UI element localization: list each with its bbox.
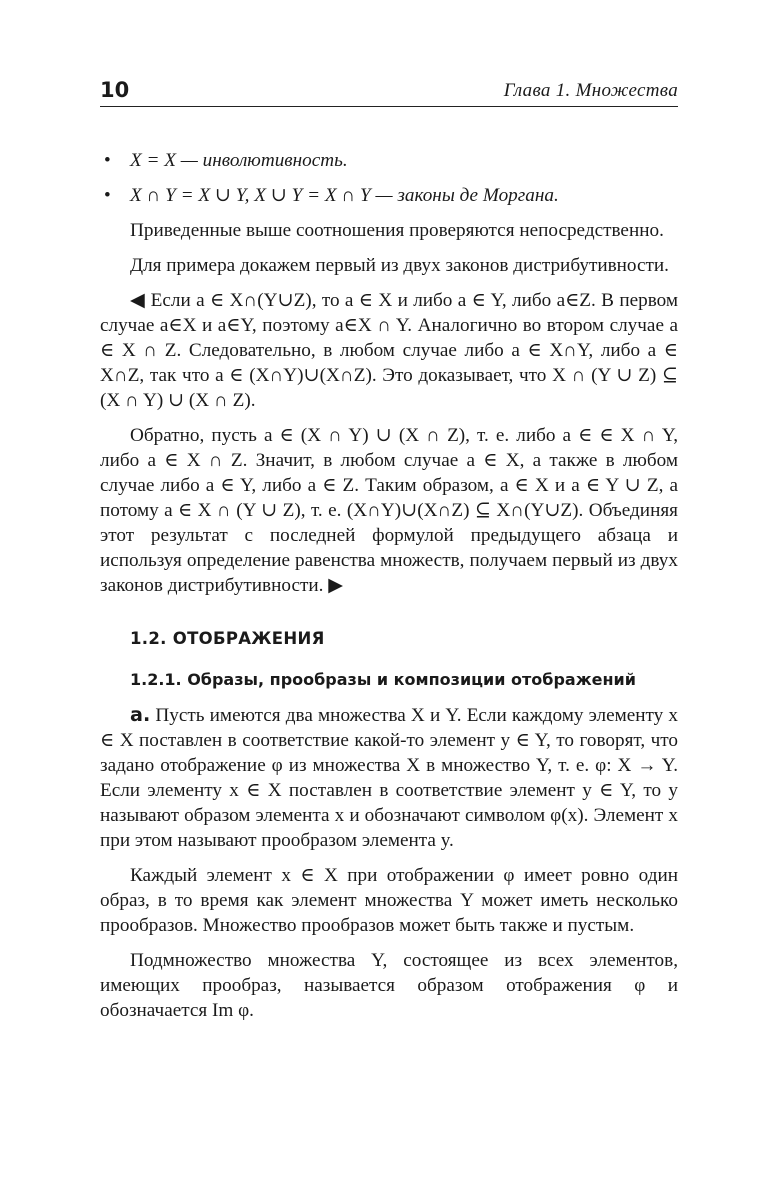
involution-label: — инволютивность. [175,150,348,171]
paragraph-verify: Приведенные выше соотношения проверяются непосредственно. [130,220,664,241]
de-morgan-formula: X ∩ Y = X ∪ Y, X ∪ Y = X ∩ Y [130,185,371,206]
section-heading: 1.2. ОТОБРАЖЕНИЯ [130,629,325,648]
chapter-title: Глава 1. Множества [503,80,678,101]
page-body [100,148,678,1033]
paragraph-mapping-definition [100,702,678,853]
running-header [100,78,678,107]
mapping-definition-text: Пусть имеются два множества X и Y. Если каждому элементу x ∈ X поставлен в соответствие какой-то элемент y ∈ Y, то говорят, что задано отображение φ из множества X в множество Y, т. е. φ: X → Y. Если элементу x ∈ X поставлен в соответствие элемент y ∈ Y, то y называют образом элемента x и обозначают символом φ(x). Элемент x при этом называют прообразом элемента y. [100,705,679,851]
bullet-involution [100,148,678,173]
paragraph-proof-forward: ◀ Если a ∈ X∩(Y∪Z), то a ∈ X и либо a ∈ Y, либо a∈Z. В первом случае a∈X и a∈Y, поэтому a∈X ∩ Y. Аналогично во втором случае a ∈ X ∩ Z. Следовательно, в любом случае либо a ∈ X∩Y, либо a ∈ X∩Z, так что a ∈ (X∩Y)∪(X∩Z). Это доказывает, что X ∩ (Y ∪ Z) ⊆ (X ∩ Y) ∪ (X ∩ Z). [100,290,678,411]
involution-formula: X = X [130,150,176,171]
bullet-dot-icon: • [104,185,111,206]
de-morgan-label: — законы де Моргана. [370,185,559,206]
paragraph-image-of-mapping: Подмножество множества Y, состоящее из всех элементов, имеющих прообраз, называется образом отображения φ и обозначается Im φ. [100,950,678,1021]
page-number: 10 [100,78,130,102]
paragraph-proof-backward: Обратно, пусть a ∈ (X ∩ Y) ∪ (X ∩ Z), т. е. либо a ∈ ∈ X ∩ Y, либо a ∈ X ∩ Z. Значит, в любом случае a ∈ X, а также в любом случае либо a ∈ Y, либо a ∈ Z. Таким образом, a ∈ X и a ∈ Y ∪ Z, а потому a ∈ X ∩ (Y ∪ Z), т. е. (X∩Y)∪(X∩Z) ⊆ X∩(Y∪Z). Объединяя этот результат с последней формулой предыдущего абзаца и используя определение равенства множеств, получаем первый из двух законов дистрибутивности. ▶ [100,425,678,596]
paragraph-preimages: Каждый элемент x ∈ X при отображении φ имеет ровно один образ, в то время как элемент множества Y может иметь несколько прообразов. Множество прообразов может быть также и пустым. [100,865,678,936]
bullet-de-morgan [100,183,678,208]
paragraph-example: Для примера докажем первый из двух законов дистрибутивности. [130,255,669,276]
subsection-heading: 1.2.1. Образы, прообразы и композиции отображений [130,670,636,689]
item-label: а. [130,703,151,726]
bullet-dot-icon: • [104,150,111,171]
